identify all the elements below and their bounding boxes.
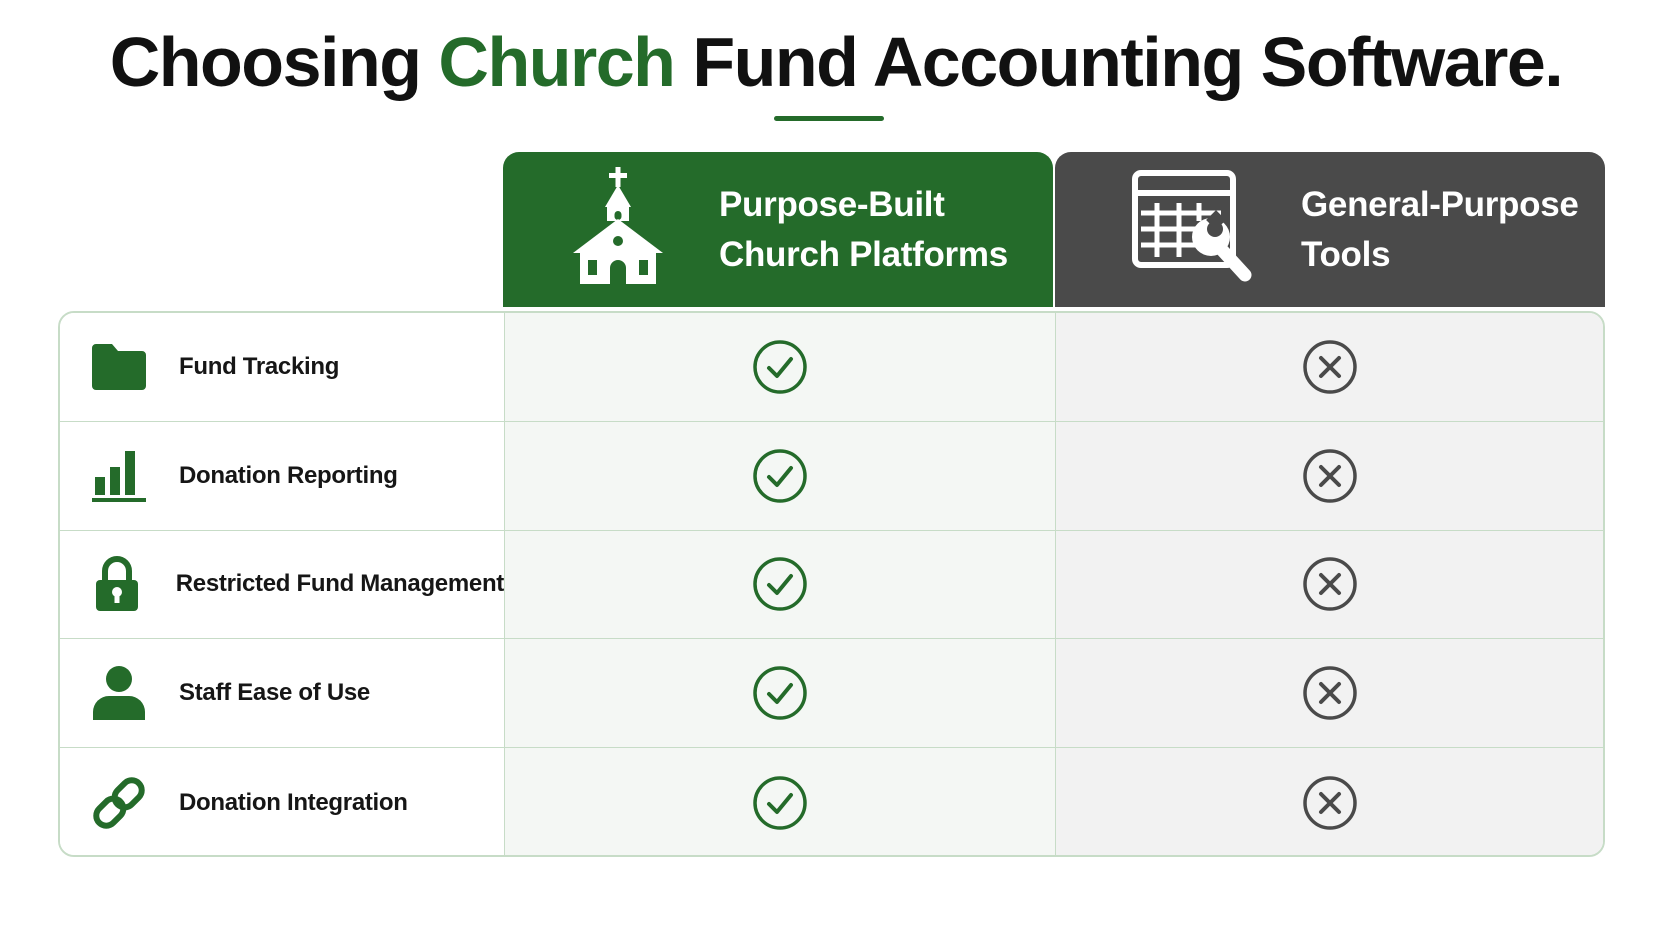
check-icon <box>752 339 808 395</box>
table-row <box>60 531 1603 640</box>
purpose-built-cell <box>505 422 1056 530</box>
cross-icon <box>1302 775 1358 831</box>
title-accent: Church <box>438 23 675 101</box>
comparison-table <box>58 311 1605 857</box>
cross-icon <box>1302 556 1358 612</box>
check-icon <box>752 665 808 721</box>
general-purpose-cell <box>1056 422 1603 530</box>
user-icon <box>87 661 151 725</box>
title-underline <box>774 116 884 121</box>
table-row <box>60 639 1603 748</box>
table-row <box>60 748 1603 857</box>
purpose-built-cell <box>505 748 1056 857</box>
cross-icon <box>1302 339 1358 395</box>
column-header-label: General-Purpose Tools <box>1301 184 1579 274</box>
general-purpose-cell <box>1056 313 1603 421</box>
purpose-built-cell <box>505 531 1056 639</box>
column-header-label: Purpose-Built Church Platforms <box>719 184 1008 274</box>
feature-label: Fund Tracking <box>179 352 340 380</box>
check-icon <box>752 448 808 504</box>
table-row <box>60 313 1603 422</box>
check-icon <box>752 556 808 612</box>
lock-icon <box>87 552 148 616</box>
title-part-1: Choosing <box>109 23 439 101</box>
cross-icon <box>1302 448 1358 504</box>
feature-label: Restricted Fund Management <box>175 570 504 598</box>
general-purpose-cell <box>1056 748 1603 857</box>
title-part-2: Fund Accounting Software. <box>674 23 1563 101</box>
feature-label: Donation Reporting <box>179 461 398 489</box>
feature-cell <box>60 422 505 530</box>
general-purpose-cell <box>1056 639 1603 747</box>
feature-label: Donation Integration <box>179 788 408 816</box>
bar-chart-icon <box>87 444 151 508</box>
table-row <box>60 422 1603 531</box>
feature-cell <box>60 639 505 747</box>
feature-label: Staff Ease of Use <box>179 679 370 707</box>
feature-cell <box>60 313 505 421</box>
purpose-built-cell <box>505 313 1056 421</box>
general-purpose-cell <box>1056 531 1603 639</box>
check-icon <box>752 775 808 831</box>
column-header-general-purpose <box>1055 152 1605 307</box>
column-header-purpose-built <box>503 152 1053 307</box>
link-icon <box>87 771 151 835</box>
folder-icon <box>87 335 151 399</box>
cross-icon <box>1302 665 1358 721</box>
spreadsheet-wrench-icon <box>1131 169 1255 290</box>
church-icon <box>569 167 669 292</box>
feature-cell <box>60 748 505 857</box>
feature-cell <box>60 531 505 639</box>
page-title <box>0 22 1672 102</box>
purpose-built-cell <box>505 639 1056 747</box>
